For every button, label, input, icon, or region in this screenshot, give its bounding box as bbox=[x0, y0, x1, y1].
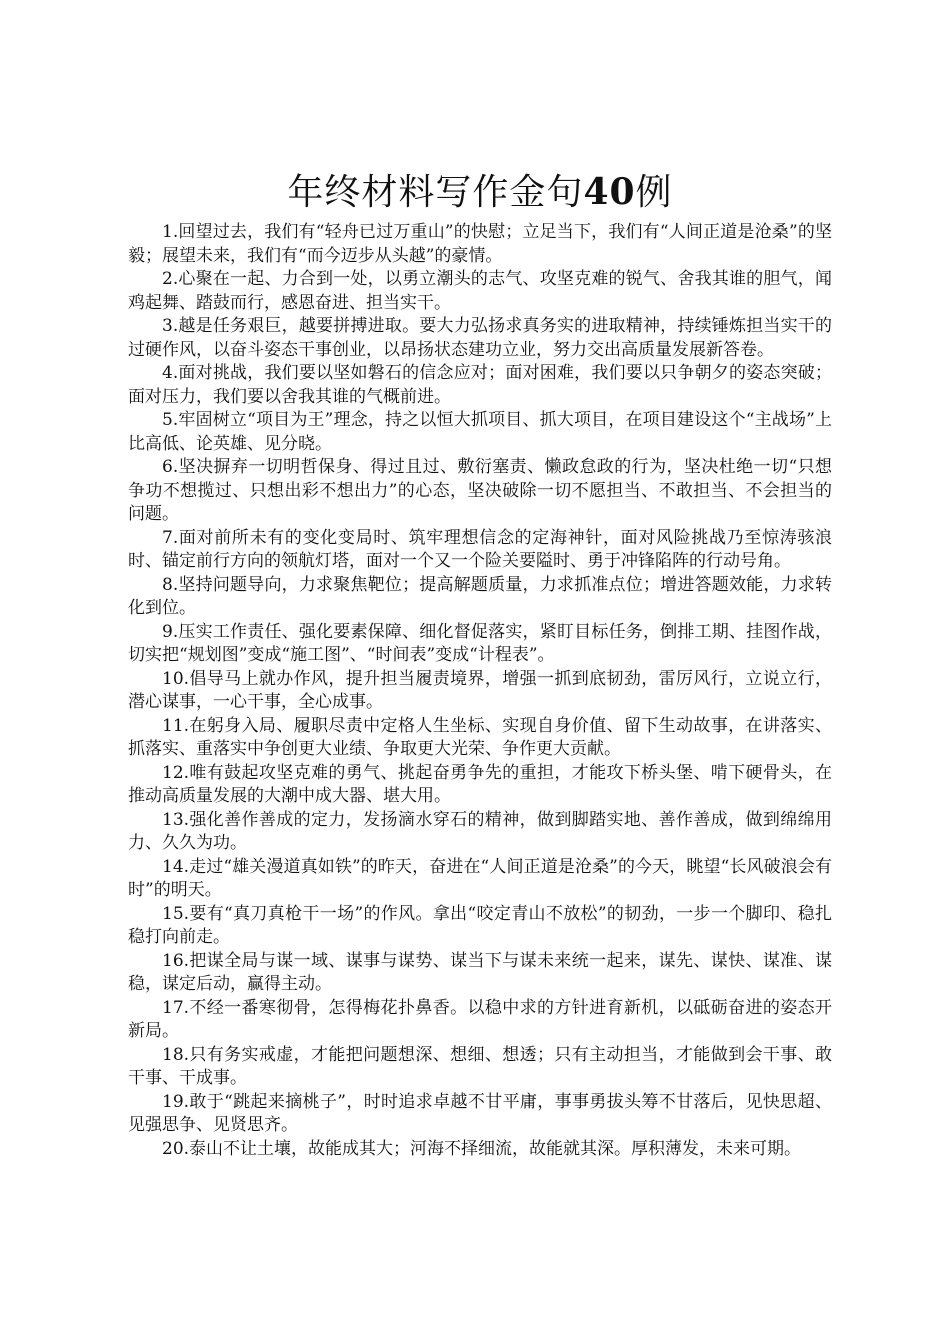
quote-item-9: 9.压实工作责任、强化要素保障、细化督促落实，紧盯目标任务，倒排工期、挂图作战，切实把“规划图”变成“施工图”、“时间表”变成“计程表”。 bbox=[128, 621, 832, 665]
quote-item-18: 18.只有务实戒虚，才能把问题想深、想细、想透；只有主动担当，才能做到会干事、敢干事、干成事。 bbox=[128, 1044, 832, 1088]
quote-item-12: 12.唯有鼓起攻坚克难的勇气、挑起奋勇争先的重担，才能攻下桥头堡、啃下硬骨头，在推动高质量发展的大潮中成大器、堪大用。 bbox=[128, 762, 832, 806]
quote-item-15: 15.要有“真刀真枪干一场”的作风。拿出“咬定青山不放松”的韧劲，一步一个脚印、稳扎稳打向前走。 bbox=[128, 903, 832, 947]
quote-item-13: 13.强化善作善成的定力，发扬滴水穿石的精神，做到脚踏实地、善作善成，做到绵绵用力、久久为功。 bbox=[128, 809, 832, 853]
quote-item-6: 6.坚决摒弃一切明哲保身、得过且过、敷衍塞责、懒政怠政的行为，坚决杜绝一切“只想争功不想揽过、只想出彩不想出力”的心态，坚决破除一切不愿担当、不敢担当、不会担当的问题。 bbox=[128, 457, 832, 524]
quote-item-19: 19.敢于“跳起来摘桃子”，时时追求卓越不甘平庸，事事勇拔头筹不甘落后，见快思超、见强思争、见贤思齐。 bbox=[128, 1091, 832, 1135]
quote-list bbox=[128, 221, 832, 1161]
quote-item-7: 7.面对前所未有的变化变局时、筑牢理想信念的定海神针，面对风险挑战乃至惊涛骇浪时、锚定前行方向的领航灯塔，面对一个又一个险关要隘时、勇于冲锋陷阵的行动号角。 bbox=[128, 527, 832, 571]
quote-item-17: 17.不经一番寒彻骨，怎得梅花扑鼻香。以稳中求的方针进育新机，以砥砺奋进的姿态开新局。 bbox=[128, 997, 832, 1041]
document-page bbox=[128, 168, 832, 1161]
quote-item-16: 16.把谋全局与谋一域、谋事与谋势、谋当下与谋未来统一起来，谋先、谋快、谋准、谋稳，谋定后动，赢得主动。 bbox=[128, 950, 832, 994]
quote-item-10: 10.倡导马上就办作风，提升担当履责境界，增强一抓到底韧劲，雷厉风行，立说立行，潜心谋事，一心干事，全心成事。 bbox=[128, 668, 832, 712]
quote-item-2: 2.心聚在一起、力合到一处，以勇立潮头的志气、攻坚克难的锐气、舍我其谁的胆气，闻鸡起舞、踏鼓而行，感恩奋进、担当实干。 bbox=[128, 269, 832, 313]
quote-item-20: 20.泰山不让土壤，故能成其大；河海不择细流，故能就其深。厚积薄发，未来可期。 bbox=[162, 1138, 802, 1159]
title-suffix: 例 bbox=[635, 172, 673, 213]
quote-item-11: 11.在躬身入局、履职尽责中定格人生坐标、实现自身价值、留下生动故事，在讲落实、抓落实、重落实中争创更大业绩、争取更大光荣、争作更大贡献。 bbox=[128, 715, 832, 759]
page-title bbox=[128, 168, 832, 217]
quote-item-14: 14.走过“雄关漫道真如铁”的昨天，奋进在“人间正道是沧桑”的今天，眺望“长风破浪会有时”的明天。 bbox=[128, 856, 832, 900]
title-number: 40 bbox=[583, 171, 636, 213]
quote-item-8: 8.坚持问题导向，力求聚焦靶位；提高解题质量，力求抓准点位；增进答题效能，力求转化到位。 bbox=[128, 574, 832, 618]
quote-item-1: 1.回望过去，我们有“轻舟已过万重山”的快慰；立足当下，我们有“人间正道是沧桑”的坚毅；展望未来，我们有“而今迈步从头越”的豪情。 bbox=[128, 222, 832, 266]
quote-item-3: 3.越是任务艰巨，越要拼搏进取。要大力弘扬求真务实的进取精神，持续锤炼担当实干的过硬作风，以奋斗姿态干事创业，以昂扬状态建功立业，努力交出高质量发展新答卷。 bbox=[128, 316, 832, 360]
quote-item-4: 4.面对挑战，我们要以坚如磐石的信念应对；面对困难，我们要以只争朝夕的姿态突破；面对压力，我们要以舍我其谁的气概前进。 bbox=[128, 363, 832, 407]
title-text: 年终材料写作金句 bbox=[287, 172, 584, 213]
quote-item-5: 5.牢固树立“项目为王”理念，持之以恒大抓项目、抓大项目，在项目建设这个“主战场”上比高低、论英雄、见分晓。 bbox=[128, 410, 832, 454]
